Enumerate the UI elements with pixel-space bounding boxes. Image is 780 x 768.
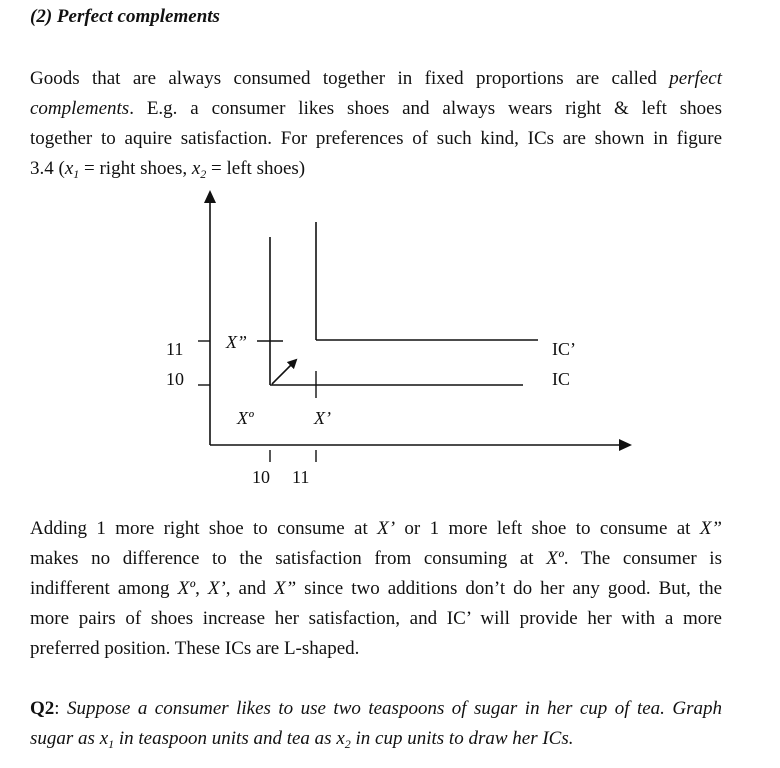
explanation-paragraph — [30, 514, 722, 664]
label-ic: IC — [552, 369, 570, 389]
x-tick-10-label: 10 — [252, 467, 270, 487]
term-perfect: perfect — [669, 68, 722, 89]
intro-line-2: complements. E.g. a consumer likes shoes and always wears right & left shoes — [30, 98, 722, 119]
x-axis-arrow-icon — [619, 439, 632, 451]
label-x2prime: X” — [226, 332, 248, 352]
y-tick-11-label: 11 — [166, 339, 184, 359]
explanation-line-2: makes no difference to the satisfaction from consuming at Xº. The consumer is — [30, 548, 722, 569]
intro-line-1: Goods that are always consumed together in fixed proportions are called perfect — [30, 68, 722, 89]
term-complements: complements — [30, 98, 130, 119]
label-ic-prime: IC’ — [552, 339, 576, 359]
preference-arrow — [272, 360, 296, 384]
x-tick-11-label: 11 — [292, 467, 310, 487]
question-q2 — [30, 694, 722, 754]
y-axis-arrow-icon — [204, 190, 216, 203]
explanation-line-5: preferred position. These ICs are L-shaped. — [30, 638, 360, 659]
label-x0: Xº — [237, 408, 254, 428]
label-xprime: X’ — [314, 408, 331, 428]
intro-line-4: 3.4 ($x_1$ = right shoes, $x_2$ = left shoes) — [30, 158, 306, 181]
explanation-line-3: indifferent among Xº, X’, and X” since two additions don’t do her any good. But, the — [30, 578, 723, 599]
explanation-line-4: more pairs of shoes increase her satisfaction, and IC’ will provide her with a more — [30, 608, 722, 629]
section-heading: (2) Perfect complements — [30, 6, 220, 27]
question-label: Q2 — [30, 698, 55, 719]
y-tick-10-label: 10 — [166, 369, 184, 389]
question-line-1: Q2: Suppose a consumer likes to use two teaspoons of sugar in her cup of tea. Graph — [30, 698, 722, 719]
question-line-2: sugar as $x_1$ in teaspoon units and tea as $x_2$ in cup units to draw her ICs. — [30, 728, 574, 751]
intro-line-3: together to aquire satisfaction. For preferences of such kind, ICs are shown in figure — [30, 128, 722, 149]
explanation-line-1: Adding 1 more right shoe to consume at X’ or 1 more left shoe to consume at X” — [30, 518, 723, 539]
